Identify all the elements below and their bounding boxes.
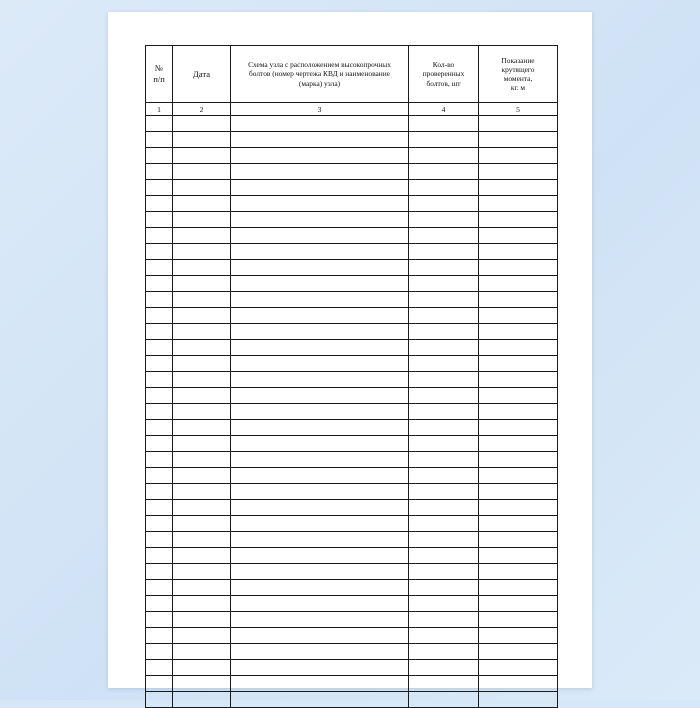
table-cell[interactable] bbox=[409, 388, 479, 404]
table-cell[interactable] bbox=[173, 516, 231, 532]
table-cell[interactable] bbox=[173, 164, 231, 180]
table-cell[interactable] bbox=[173, 260, 231, 276]
table-cell[interactable] bbox=[479, 324, 558, 340]
table-cell[interactable] bbox=[173, 324, 231, 340]
table-cell[interactable] bbox=[231, 500, 409, 516]
table-cell[interactable] bbox=[409, 164, 479, 180]
table-cell[interactable] bbox=[173, 580, 231, 596]
table-cell[interactable] bbox=[146, 564, 173, 580]
table-row bbox=[146, 516, 558, 532]
table-cell[interactable] bbox=[409, 468, 479, 484]
table-cell[interactable] bbox=[173, 292, 231, 308]
table-cell[interactable] bbox=[146, 212, 173, 228]
table-cell[interactable] bbox=[146, 532, 173, 548]
table-cell[interactable] bbox=[409, 356, 479, 372]
table-cell[interactable] bbox=[409, 292, 479, 308]
table-cell[interactable] bbox=[231, 612, 409, 628]
table-cell[interactable] bbox=[231, 228, 409, 244]
document-sheet bbox=[108, 12, 592, 688]
header-line: болтов, шт bbox=[426, 78, 461, 88]
table-cell[interactable] bbox=[173, 308, 231, 324]
table-cell[interactable] bbox=[173, 276, 231, 292]
table-cell[interactable] bbox=[231, 452, 409, 468]
table-cell[interactable] bbox=[409, 404, 479, 420]
table-cell[interactable] bbox=[173, 532, 231, 548]
table-cell[interactable] bbox=[146, 196, 173, 212]
table-cell[interactable] bbox=[479, 500, 558, 516]
column-number-cell: 2 bbox=[173, 103, 231, 116]
table-cell[interactable] bbox=[146, 404, 173, 420]
table-cell[interactable] bbox=[173, 612, 231, 628]
table-cell[interactable] bbox=[231, 180, 409, 196]
table-cell[interactable] bbox=[409, 596, 479, 612]
table-cell[interactable] bbox=[409, 260, 479, 276]
table-cell[interactable] bbox=[146, 628, 173, 644]
table-cell[interactable] bbox=[231, 676, 409, 692]
table-cell[interactable] bbox=[479, 244, 558, 260]
table-cell[interactable] bbox=[409, 212, 479, 228]
table-row bbox=[146, 180, 558, 196]
table-cell[interactable] bbox=[173, 628, 231, 644]
table-cell[interactable] bbox=[173, 388, 231, 404]
table-cell[interactable] bbox=[146, 644, 173, 660]
table-body bbox=[146, 103, 558, 116]
table-cell[interactable] bbox=[479, 484, 558, 500]
table-cell[interactable] bbox=[409, 516, 479, 532]
table-cell[interactable] bbox=[146, 260, 173, 276]
table-row bbox=[146, 612, 558, 628]
table-cell[interactable] bbox=[146, 500, 173, 516]
table-row bbox=[146, 356, 558, 372]
table-cell[interactable] bbox=[479, 628, 558, 644]
table-cell[interactable] bbox=[479, 308, 558, 324]
table-cell[interactable] bbox=[409, 548, 479, 564]
table-row bbox=[146, 532, 558, 548]
table-cell[interactable] bbox=[231, 644, 409, 660]
table-cell[interactable] bbox=[479, 212, 558, 228]
table-cell[interactable] bbox=[231, 436, 409, 452]
table-cell[interactable] bbox=[479, 532, 558, 548]
table-cell[interactable] bbox=[409, 340, 479, 356]
table-cell[interactable] bbox=[146, 452, 173, 468]
table-cell[interactable] bbox=[146, 436, 173, 452]
table-cell[interactable] bbox=[173, 644, 231, 660]
bolt-inspection-table bbox=[145, 45, 558, 708]
table-cell[interactable] bbox=[146, 148, 173, 164]
table-cell[interactable] bbox=[231, 292, 409, 308]
table-cell[interactable] bbox=[173, 468, 231, 484]
table-cell[interactable] bbox=[173, 452, 231, 468]
table-cell[interactable] bbox=[479, 180, 558, 196]
table-row bbox=[146, 404, 558, 420]
table-cell[interactable] bbox=[173, 420, 231, 436]
table-cell[interactable] bbox=[479, 148, 558, 164]
table-cell[interactable] bbox=[409, 420, 479, 436]
table-cell[interactable] bbox=[146, 308, 173, 324]
table-cell[interactable] bbox=[146, 372, 173, 388]
table-row bbox=[146, 196, 558, 212]
table-cell[interactable] bbox=[231, 148, 409, 164]
table-cell[interactable] bbox=[173, 676, 231, 692]
table-cell[interactable] bbox=[231, 116, 409, 132]
table-cell[interactable] bbox=[231, 388, 409, 404]
table-row bbox=[146, 500, 558, 516]
table-row bbox=[146, 276, 558, 292]
table-cell[interactable] bbox=[173, 228, 231, 244]
table-cell[interactable] bbox=[479, 276, 558, 292]
table-row bbox=[146, 212, 558, 228]
table-empty-rows bbox=[146, 116, 558, 708]
table-cell[interactable] bbox=[409, 660, 479, 676]
table-row bbox=[146, 452, 558, 468]
table-cell[interactable] bbox=[231, 260, 409, 276]
table-cell[interactable] bbox=[231, 660, 409, 676]
table-cell[interactable] bbox=[479, 260, 558, 276]
table-cell[interactable] bbox=[409, 116, 479, 132]
table-cell[interactable] bbox=[479, 356, 558, 372]
table-cell[interactable] bbox=[479, 516, 558, 532]
table-cell[interactable] bbox=[409, 452, 479, 468]
table-cell[interactable] bbox=[479, 596, 558, 612]
table-cell[interactable] bbox=[409, 580, 479, 596]
table-cell[interactable] bbox=[479, 340, 558, 356]
table-row bbox=[146, 340, 558, 356]
table-cell[interactable] bbox=[409, 148, 479, 164]
table-cell[interactable] bbox=[231, 132, 409, 148]
table-cell[interactable] bbox=[409, 228, 479, 244]
table-cell[interactable] bbox=[146, 132, 173, 148]
table-cell[interactable] bbox=[479, 580, 558, 596]
table-cell[interactable] bbox=[479, 548, 558, 564]
table-cell[interactable] bbox=[231, 276, 409, 292]
table-cell[interactable] bbox=[231, 356, 409, 372]
table-cell[interactable] bbox=[173, 340, 231, 356]
table-row bbox=[146, 292, 558, 308]
table-row bbox=[146, 596, 558, 612]
table-cell[interactable] bbox=[146, 596, 173, 612]
table-cell[interactable] bbox=[409, 612, 479, 628]
column-header-number bbox=[146, 46, 173, 103]
table-cell[interactable] bbox=[479, 612, 558, 628]
table-cell[interactable] bbox=[173, 500, 231, 516]
column-header-bolt-count bbox=[409, 46, 479, 103]
table-row bbox=[146, 548, 558, 564]
column-header-scheme bbox=[231, 46, 409, 103]
table-cell[interactable] bbox=[146, 116, 173, 132]
table-row bbox=[146, 164, 558, 180]
table-cell[interactable] bbox=[231, 484, 409, 500]
table-cell[interactable] bbox=[409, 132, 479, 148]
table-cell[interactable] bbox=[173, 148, 231, 164]
table-cell[interactable] bbox=[479, 404, 558, 420]
table-cell[interactable] bbox=[173, 244, 231, 260]
table-cell[interactable] bbox=[409, 196, 479, 212]
table-row bbox=[146, 564, 558, 580]
table-cell[interactable] bbox=[479, 420, 558, 436]
table-cell[interactable] bbox=[173, 596, 231, 612]
table-row bbox=[146, 436, 558, 452]
table-row bbox=[146, 372, 558, 388]
table-cell[interactable] bbox=[173, 372, 231, 388]
table-row bbox=[146, 228, 558, 244]
table-cell[interactable] bbox=[173, 180, 231, 196]
table-cell[interactable] bbox=[173, 132, 231, 148]
table-header-row bbox=[146, 46, 558, 103]
table-cell[interactable] bbox=[231, 548, 409, 564]
table-cell[interactable] bbox=[146, 180, 173, 196]
table-cell[interactable] bbox=[479, 644, 558, 660]
table-cell[interactable] bbox=[409, 276, 479, 292]
table-cell[interactable] bbox=[146, 244, 173, 260]
table-cell[interactable] bbox=[146, 580, 173, 596]
table-cell[interactable] bbox=[231, 628, 409, 644]
table-cell[interactable] bbox=[146, 228, 173, 244]
table-cell[interactable] bbox=[479, 228, 558, 244]
table-cell[interactable] bbox=[479, 388, 558, 404]
table-row bbox=[146, 244, 558, 260]
table-cell[interactable] bbox=[479, 164, 558, 180]
table-cell[interactable] bbox=[146, 660, 173, 676]
table-cell[interactable] bbox=[409, 180, 479, 196]
table-cell[interactable] bbox=[231, 324, 409, 340]
table-cell[interactable] bbox=[231, 516, 409, 532]
table-cell[interactable] bbox=[479, 372, 558, 388]
table-row bbox=[146, 660, 558, 676]
table-cell[interactable] bbox=[409, 484, 479, 500]
table-row bbox=[146, 468, 558, 484]
table-cell[interactable] bbox=[479, 196, 558, 212]
table-row bbox=[146, 420, 558, 436]
table-row bbox=[146, 324, 558, 340]
column-header-torque bbox=[479, 46, 558, 103]
table-cell[interactable] bbox=[409, 628, 479, 644]
table-cell[interactable] bbox=[173, 436, 231, 452]
table-row bbox=[146, 132, 558, 148]
table-cell[interactable] bbox=[173, 212, 231, 228]
column-number-cell: 5 bbox=[479, 103, 558, 116]
table-cell[interactable] bbox=[173, 196, 231, 212]
table-row bbox=[146, 388, 558, 404]
table-cell[interactable] bbox=[173, 404, 231, 420]
table-cell[interactable] bbox=[146, 484, 173, 500]
header-line: момента, bbox=[503, 74, 533, 83]
table-cell[interactable] bbox=[409, 324, 479, 340]
table-cell[interactable] bbox=[409, 676, 479, 692]
header-line: Схема узла с расположением высокопрочных bbox=[248, 60, 391, 70]
table-cell[interactable] bbox=[146, 516, 173, 532]
table-row bbox=[146, 148, 558, 164]
header-line: проверенных bbox=[422, 69, 465, 79]
table-cell[interactable] bbox=[479, 132, 558, 148]
column-number-cell: 3 bbox=[231, 103, 409, 116]
table-cell[interactable] bbox=[231, 340, 409, 356]
table-cell[interactable] bbox=[146, 468, 173, 484]
table-cell[interactable] bbox=[479, 436, 558, 452]
table-cell[interactable] bbox=[409, 436, 479, 452]
table-row bbox=[146, 628, 558, 644]
header-line: Показание bbox=[501, 55, 535, 65]
table-cell[interactable] bbox=[146, 676, 173, 692]
table-cell[interactable] bbox=[409, 372, 479, 388]
table-cell[interactable] bbox=[146, 324, 173, 340]
table-cell[interactable] bbox=[173, 116, 231, 132]
table-cell[interactable] bbox=[146, 420, 173, 436]
header-line: (марка) узла) bbox=[298, 78, 341, 88]
column-number-cell: 4 bbox=[409, 103, 479, 116]
table-cell[interactable] bbox=[146, 388, 173, 404]
column-number-row bbox=[146, 103, 558, 116]
table-row bbox=[146, 116, 558, 132]
table-cell[interactable] bbox=[231, 308, 409, 324]
header-line: кг. м bbox=[510, 83, 526, 93]
header-line: п/п bbox=[153, 74, 165, 84]
table-cell[interactable] bbox=[231, 212, 409, 228]
table-cell[interactable] bbox=[146, 340, 173, 356]
table-cell[interactable] bbox=[409, 564, 479, 580]
table-row bbox=[146, 308, 558, 324]
header-line: болтов (номер чертежа КВД и наименование bbox=[249, 69, 390, 79]
table-cell[interactable] bbox=[479, 676, 558, 692]
table-cell[interactable] bbox=[231, 164, 409, 180]
table-cell[interactable] bbox=[173, 356, 231, 372]
table-cell[interactable] bbox=[231, 420, 409, 436]
table-row bbox=[146, 484, 558, 500]
header-line: № bbox=[154, 63, 164, 74]
table-cell[interactable] bbox=[231, 372, 409, 388]
table-cell[interactable] bbox=[479, 660, 558, 676]
table-cell[interactable] bbox=[231, 532, 409, 548]
table-cell[interactable] bbox=[231, 596, 409, 612]
table-cell[interactable] bbox=[146, 292, 173, 308]
header-line: крутящего bbox=[501, 64, 535, 74]
table-container bbox=[145, 45, 557, 708]
table-cell[interactable] bbox=[231, 580, 409, 596]
table-cell[interactable] bbox=[409, 500, 479, 516]
table-cell[interactable] bbox=[173, 548, 231, 564]
table-cell[interactable] bbox=[146, 164, 173, 180]
table-cell[interactable] bbox=[479, 468, 558, 484]
table-cell[interactable] bbox=[146, 276, 173, 292]
table-cell[interactable] bbox=[409, 308, 479, 324]
table-header bbox=[146, 46, 558, 103]
table-cell[interactable] bbox=[146, 356, 173, 372]
table-cell[interactable] bbox=[231, 564, 409, 580]
table-cell[interactable] bbox=[479, 292, 558, 308]
table-cell[interactable] bbox=[173, 484, 231, 500]
table-cell[interactable] bbox=[231, 196, 409, 212]
table-cell[interactable] bbox=[146, 548, 173, 564]
table-cell[interactable] bbox=[146, 612, 173, 628]
column-header-date bbox=[173, 46, 231, 103]
table-cell[interactable] bbox=[479, 116, 558, 132]
column-number-cell: 1 bbox=[146, 103, 173, 116]
table-cell[interactable] bbox=[173, 660, 231, 676]
table-row bbox=[146, 676, 558, 692]
table-cell[interactable] bbox=[231, 244, 409, 260]
table-row bbox=[146, 580, 558, 596]
table-cell[interactable] bbox=[173, 564, 231, 580]
table-row bbox=[146, 260, 558, 276]
table-cell[interactable] bbox=[409, 644, 479, 660]
header-line: Дата bbox=[192, 68, 211, 79]
table-cell[interactable] bbox=[231, 468, 409, 484]
table-cell[interactable] bbox=[231, 404, 409, 420]
table-row bbox=[146, 644, 558, 660]
table-cell[interactable] bbox=[409, 532, 479, 548]
table-cell[interactable] bbox=[479, 564, 558, 580]
table-cell[interactable] bbox=[409, 244, 479, 260]
table-cell[interactable] bbox=[479, 452, 558, 468]
header-line: Кол-во bbox=[432, 60, 455, 70]
